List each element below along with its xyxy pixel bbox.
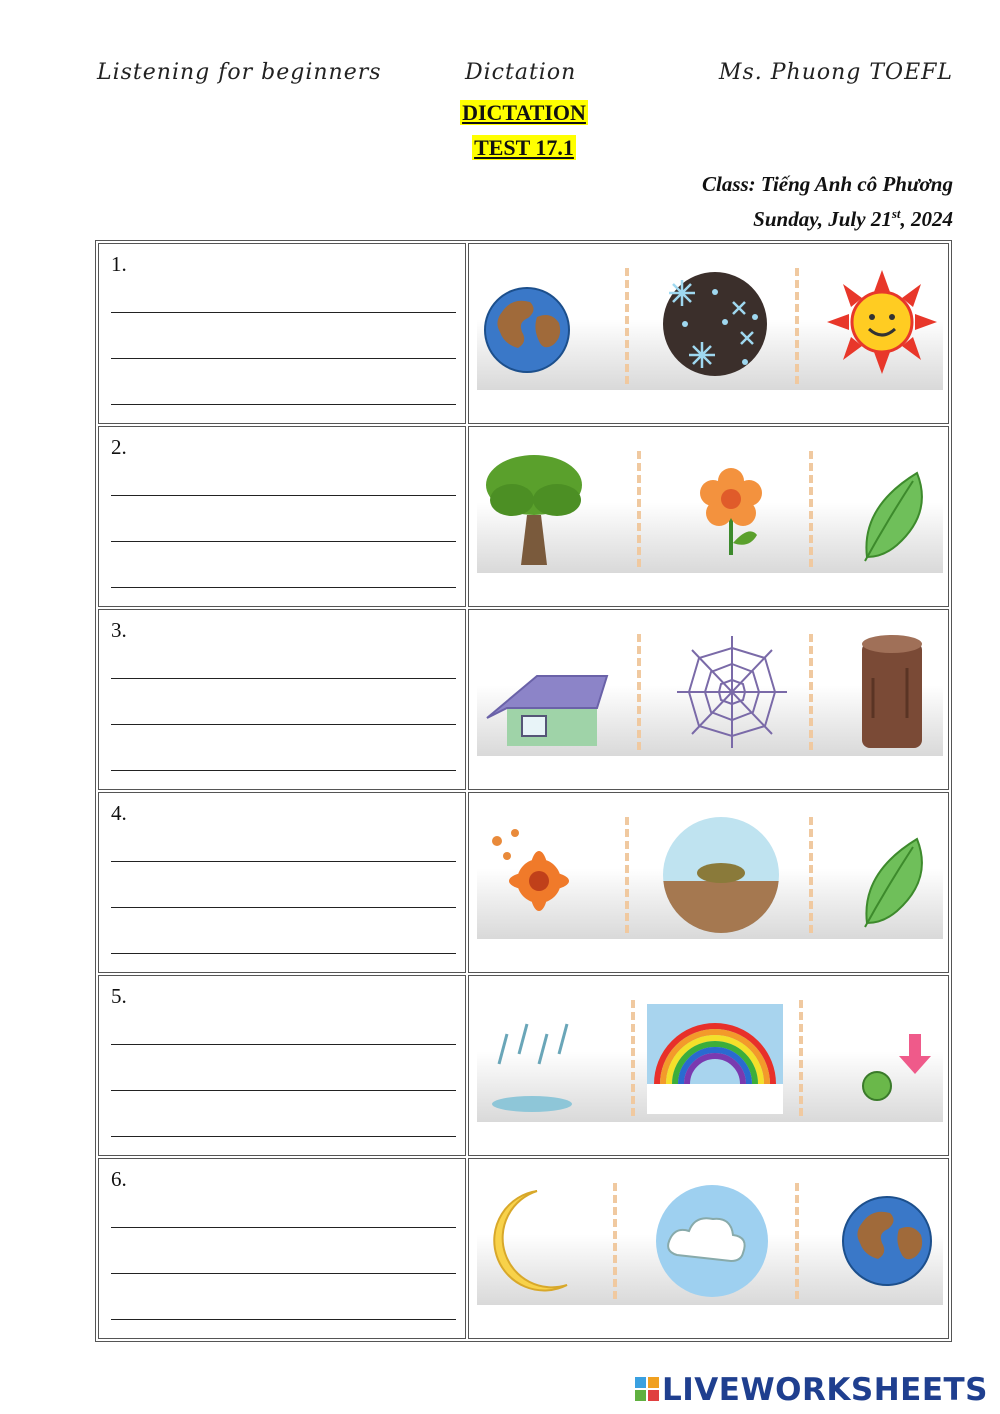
header-teacher: Ms. Phuong TOEFL [718,60,953,85]
date-year: , 2024 [900,207,953,231]
answer-cell [98,1158,466,1339]
date-label [753,206,953,232]
table-row [98,1158,949,1339]
answer-cell [98,243,466,424]
wilting-flower-icon [477,811,627,939]
picture-cell [468,792,949,973]
log-icon [807,628,957,756]
answer-line[interactable] [111,678,456,679]
dashed-divider [637,451,641,567]
item-number: 2. [111,435,127,459]
picture-strip [477,262,943,390]
dashed-divider [631,1000,635,1116]
table-row [98,792,949,973]
item-number: 1. [111,252,127,276]
answer-line[interactable] [111,1273,456,1274]
picture-cell [468,975,949,1156]
answer-line[interactable] [111,1044,456,1045]
page-subtitle [0,135,1000,161]
dashed-divider [799,1000,803,1116]
leaf-icon [807,811,957,939]
table-row [98,243,949,424]
dashed-divider [637,634,641,750]
table-row [98,609,949,790]
picture-strip [477,994,943,1122]
answer-cell [98,609,466,790]
dictation-table [95,240,952,1342]
answer-cell [98,792,466,973]
answer-line[interactable] [111,541,456,542]
page-header [97,60,953,100]
rainbow-icon [647,994,783,1122]
date-suffix: st [891,206,901,221]
cloud-icon [637,1177,787,1305]
answer-line[interactable] [111,404,456,405]
page-title [0,100,1000,126]
picture-strip [477,445,943,573]
answer-line[interactable] [111,1319,456,1320]
rain-icon [477,994,627,1122]
answer-line[interactable] [111,724,456,725]
logo-grid-icon [635,1377,659,1401]
answer-cell [98,426,466,607]
picture-cell [468,243,949,424]
falling-ball-icon [807,994,957,1122]
picture-strip [477,1177,943,1305]
liveworksheets-logo [635,1372,988,1408]
earth-icon [807,1177,957,1305]
dashed-divider [795,1183,799,1299]
answer-line[interactable] [111,1090,456,1091]
item-number: 5. [111,984,127,1008]
brand-name: LIVEWORKSHEETS [662,1372,988,1408]
header-type: Dictation [465,60,577,85]
leaf-icon [807,445,957,573]
title-line-1: DICTATION [462,100,586,125]
answer-line[interactable] [111,861,456,862]
picture-strip [477,628,943,756]
dashed-divider [795,268,799,384]
answer-line[interactable] [111,312,456,313]
answer-line[interactable] [111,1227,456,1228]
answer-cell [98,975,466,1156]
picture-cell [468,609,949,790]
flower-icon [657,445,807,573]
answer-line[interactable] [111,907,456,908]
table-row [98,426,949,607]
moon-icon [477,1177,627,1305]
item-number: 3. [111,618,127,642]
sun-icon [807,262,957,390]
answer-line[interactable] [111,587,456,588]
header-course: Listening for beginners [97,60,382,85]
answer-line[interactable] [111,358,456,359]
earth-icon [477,262,627,390]
table-row [98,975,949,1156]
class-label: Class: Tiếng Anh cô Phương [701,172,953,196]
item-number: 6. [111,1167,127,1191]
answer-line[interactable] [111,495,456,496]
title-line-2: TEST 17.1 [474,135,574,160]
date-main: Sunday, July 21 [753,207,892,231]
fallen-leaf-icon [649,811,799,939]
answer-line[interactable] [111,953,456,954]
item-number: 4. [111,801,127,825]
snowy-night-icon [645,262,795,390]
picture-strip [477,811,943,939]
spider-web-icon [657,628,807,756]
answer-line[interactable] [111,770,456,771]
tree-icon [477,445,627,573]
roof-house-icon [477,628,627,756]
answer-line[interactable] [111,1136,456,1137]
picture-cell [468,426,949,607]
picture-cell [468,1158,949,1339]
